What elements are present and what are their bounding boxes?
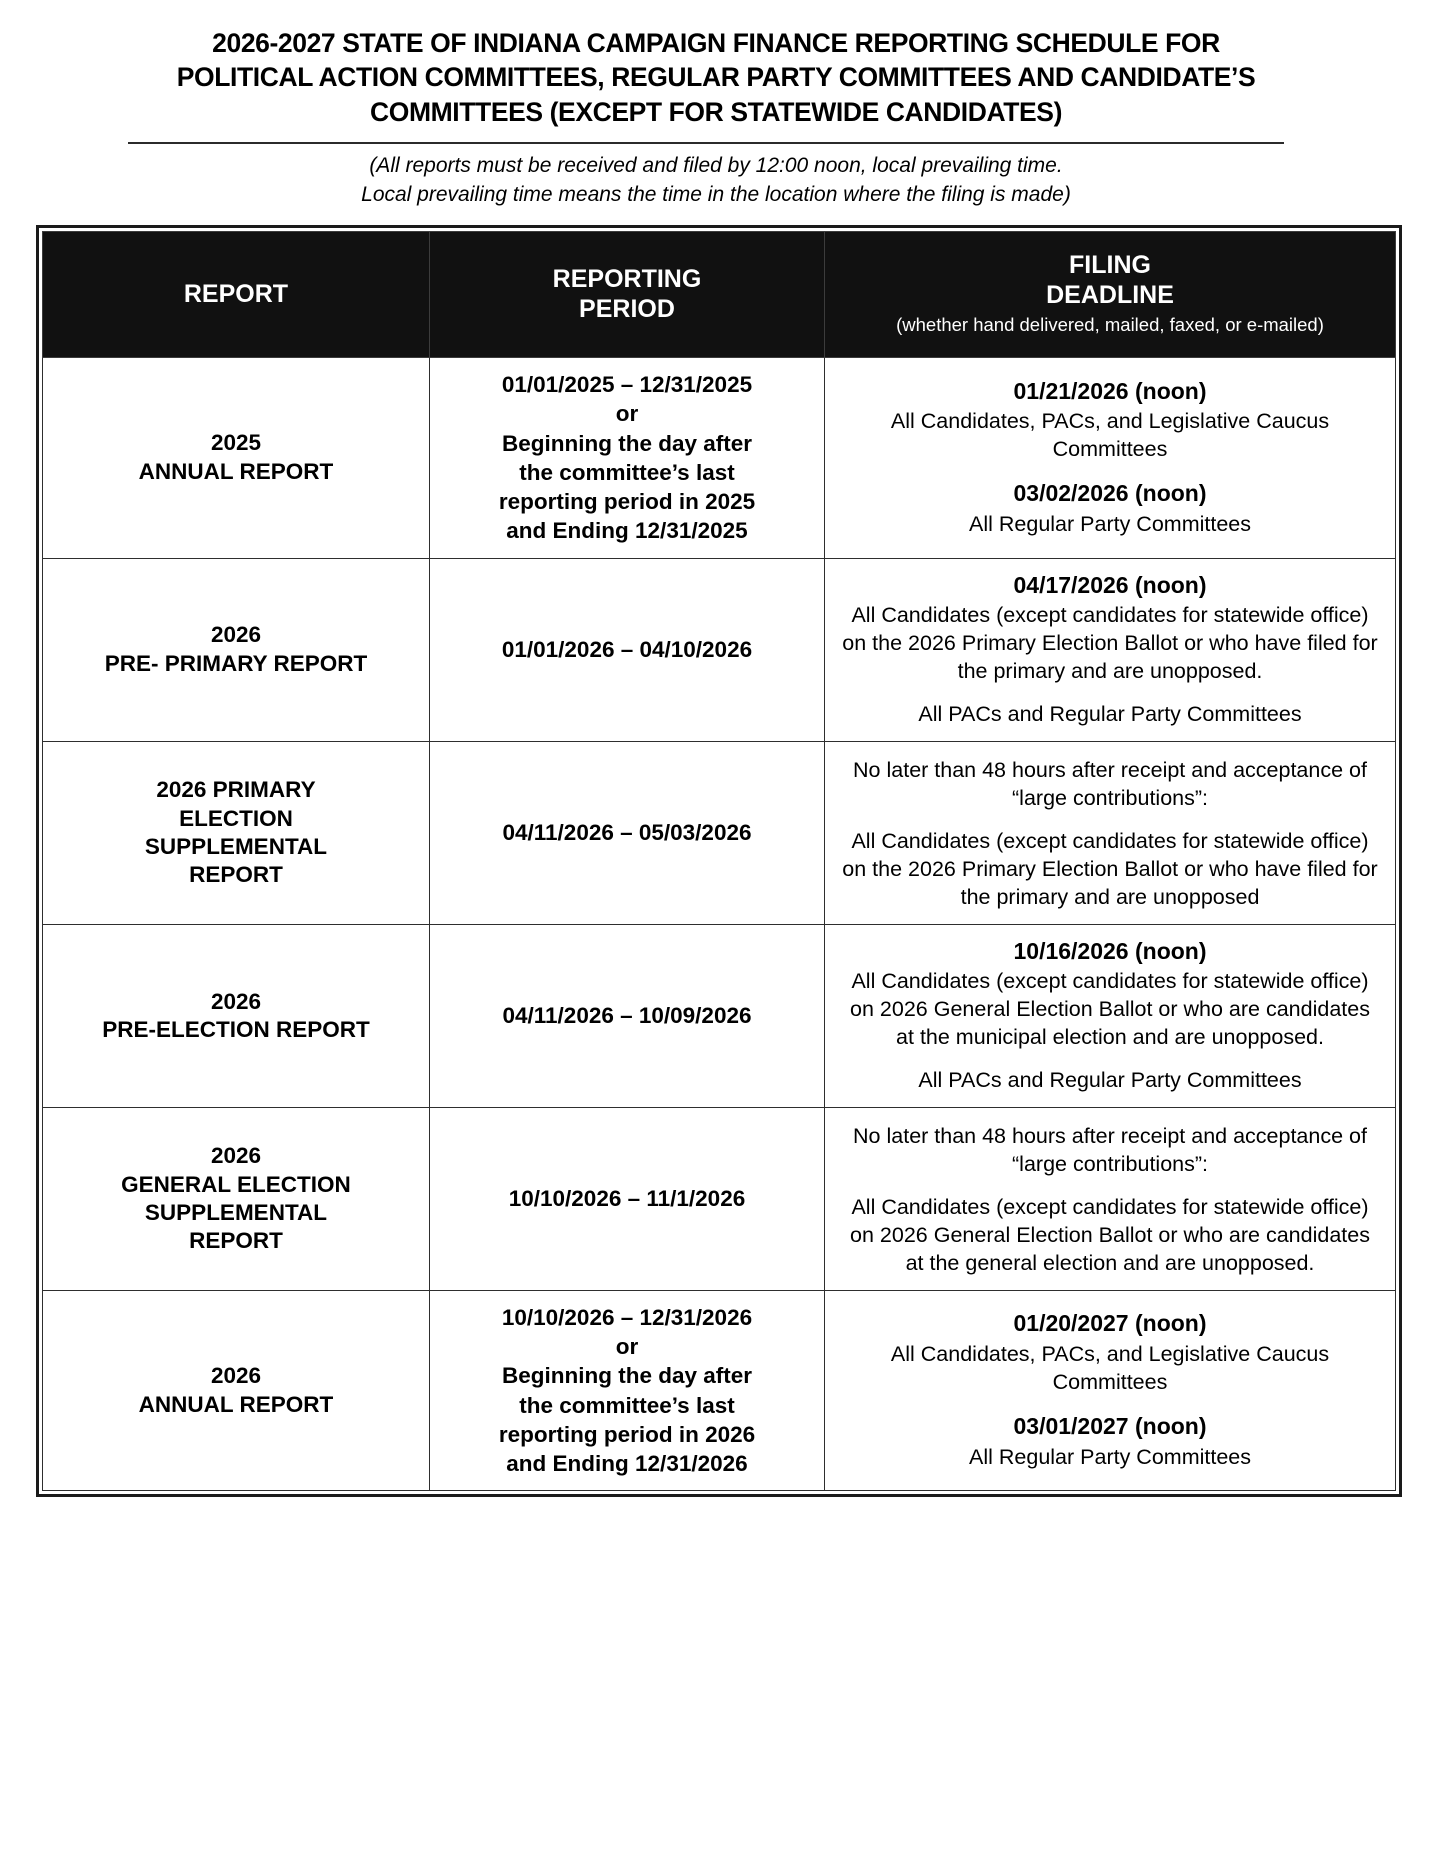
filing-deadline-cell: [825, 358, 1396, 559]
column-header-deadline-line2: DEADLINE: [1046, 281, 1174, 310]
reporting-period-line: or: [615, 1334, 639, 1360]
reporting-period-cell: [429, 1290, 824, 1491]
reporting-period-line: 04/11/2026 – 05/03/2026: [502, 820, 752, 846]
filing-deadline-date: 10/16/2026 (noon): [1013, 937, 1207, 964]
filing-deadline-cell: [825, 558, 1396, 742]
column-header-report-label: REPORT: [183, 279, 289, 308]
title-line-1: 2026-2027 STATE OF INDIANA CAMPAIGN FINANCE REPORTING SCHEDULE FOR: [212, 28, 1220, 58]
report-name-cell: [43, 358, 430, 559]
report-name-cell: [43, 1290, 430, 1491]
report-name-line: 2026: [210, 1363, 261, 1389]
column-header-deadline-line1: FILING: [1069, 251, 1151, 280]
table-header: [43, 232, 1396, 358]
reporting-period-cell: [429, 742, 824, 925]
report-name-line: ANNUAL REPORT: [138, 1391, 334, 1417]
schedule-table-container: [36, 225, 1402, 1497]
title-line-2: POLITICAL ACTION COMMITTEES, REGULAR PARTY COMMITTEES AND CANDIDATE’S: [176, 62, 1256, 93]
table-row: [43, 924, 1396, 1108]
filing-deadline-group: [841, 757, 1379, 813]
subtitle-line-1: (All reports must be received and filed by 12:00 noon, local prevailing time.: [369, 154, 1063, 178]
filing-deadline-date: 03/01/2027 (noon): [1013, 1413, 1207, 1440]
filing-deadline-group: [841, 1194, 1379, 1278]
column-header-report: [43, 232, 430, 358]
filing-deadline-description: All Regular Party Committees: [969, 1444, 1251, 1469]
report-name-line: REPORT: [189, 1228, 283, 1254]
report-name-line: SUPPLEMENTAL: [144, 833, 328, 859]
column-header-filing-deadline: [825, 232, 1396, 358]
filing-deadline-description: All Regular Party Committees: [969, 511, 1251, 536]
table-row: [43, 1290, 1396, 1491]
reporting-period-line: and Ending 12/31/2026: [506, 1451, 748, 1477]
reporting-period-line: and Ending 12/31/2025: [506, 518, 748, 544]
reporting-period-cell: [429, 924, 824, 1108]
report-name-line: REPORT: [189, 862, 283, 888]
filing-deadline-cell: [825, 1108, 1396, 1291]
subtitle-note: [120, 152, 1312, 209]
report-name-line: ELECTION: [179, 805, 293, 831]
filing-deadline-date: 01/20/2027 (noon): [1013, 1310, 1207, 1337]
filing-deadline-group: [841, 377, 1379, 465]
reporting-period-line: 01/01/2025 – 12/31/2025: [501, 372, 753, 397]
filing-deadline-date: 04/17/2026 (noon): [1013, 571, 1207, 598]
column-header-reporting-period: [429, 232, 824, 358]
reporting-period-line: reporting period in 2025: [498, 489, 756, 514]
reporting-period-line: Beginning the day after: [501, 430, 752, 456]
reporting-period-line: or: [615, 401, 639, 427]
report-name-line: 2026 PRIMARY: [156, 777, 316, 803]
filing-deadline-description: All Candidates (except candidates for statewide office) on the 2026 Primary Election Ballot or who have filed for the primary and are unopposed.: [842, 603, 1378, 684]
reporting-period-cell: [429, 358, 824, 559]
report-name-line: 2026: [210, 1143, 261, 1169]
reporting-period-line: the committee’s last: [519, 1392, 735, 1418]
report-name-cell: [43, 924, 430, 1108]
table-row: [43, 1108, 1396, 1291]
table-row: [43, 358, 1396, 559]
reporting-period-line: Beginning the day after: [501, 1363, 752, 1389]
filing-deadline-group: [841, 479, 1379, 539]
filing-deadline-group: [841, 1123, 1379, 1179]
filing-deadline-group: [841, 1067, 1379, 1095]
page-title: [120, 26, 1312, 129]
subtitle-line-2: Local prevailing time means the time in the location where the filing is made): [361, 182, 1071, 206]
report-name-line: PRE-ELECTION REPORT: [102, 1016, 370, 1042]
filing-deadline-description: All Candidates (except candidates for statewide office) on 2026 General Election Ballot or who are candidates at the municipal election and are unopposed.: [850, 969, 1370, 1050]
filing-deadline-group: [841, 571, 1379, 687]
report-name-line: SUPPLEMENTAL: [144, 1200, 328, 1226]
filing-deadline-cell: [825, 1290, 1396, 1491]
subtitle-block: [0, 144, 1432, 209]
reporting-period-line: 04/11/2026 – 10/09/2026: [502, 1003, 752, 1029]
reporting-period-line: 01/01/2026 – 04/10/2026: [501, 637, 753, 663]
filing-deadline-group: [841, 1412, 1379, 1472]
column-header-deadline-note: (whether hand delivered, mailed, faxed, or e-mailed): [896, 314, 1324, 336]
reporting-period-line: the committee’s last: [519, 459, 735, 485]
report-name-line: PRE- PRIMARY REPORT: [104, 650, 368, 676]
reporting-period-cell: [429, 558, 824, 742]
filing-deadline-group: [841, 828, 1379, 912]
filing-deadline-description: All Candidates, PACs, and Legislative Caucus Committees: [890, 1342, 1330, 1395]
table-body: [43, 358, 1396, 1491]
filing-deadline-date: 01/21/2026 (noon): [1013, 377, 1207, 404]
filing-deadline-description: No later than 48 hours after receipt and acceptance of “large contributions”:: [853, 758, 1367, 810]
filing-deadline-cell: [825, 924, 1396, 1108]
filing-deadline-description: All Candidates, PACs, and Legislative Caucus Committees: [890, 409, 1330, 462]
report-name-line: GENERAL ELECTION: [121, 1171, 351, 1197]
title-block: [0, 0, 1432, 144]
filing-deadline-description: All PACs and Regular Party Committees: [918, 702, 1302, 727]
reporting-period-line: 10/10/2026 – 11/1/2026: [508, 1186, 746, 1212]
report-name-line: 2026: [210, 622, 261, 648]
table-row: [43, 742, 1396, 925]
reporting-period-cell: [429, 1108, 824, 1291]
filing-deadline-description: No later than 48 hours after receipt and acceptance of “large contributions”:: [853, 1124, 1367, 1177]
table-row: [43, 558, 1396, 742]
reporting-schedule-table: [42, 231, 1396, 1491]
filing-deadline-description: All Candidates (except candidates for statewide office) on 2026 General Election Ballot or who are candidates at the general election and are unopposed.: [850, 1195, 1370, 1275]
report-name-cell: [43, 742, 430, 925]
report-name-line: ANNUAL REPORT: [138, 458, 334, 484]
filing-deadline-cell: [825, 742, 1396, 925]
report-name-line: 2026: [210, 988, 261, 1014]
filing-deadline-description: All Candidates (except candidates for statewide office) on the 2026 Primary Election Ballot or who have filed for the primary and are unopposed: [842, 828, 1378, 909]
header-row: [43, 232, 1396, 358]
report-name-cell: [43, 1108, 430, 1291]
filing-deadline-date: 03/02/2026 (noon): [1013, 480, 1207, 507]
reporting-period-line: 10/10/2026 – 12/31/2026: [501, 1304, 753, 1330]
report-name-line: 2025: [210, 430, 261, 456]
filing-deadline-description: All PACs and Regular Party Committees: [918, 1068, 1302, 1093]
report-name-cell: [43, 558, 430, 742]
filing-deadline-group: [841, 1309, 1379, 1397]
column-header-period-line1: REPORTING: [552, 264, 702, 293]
filing-deadline-group: [841, 937, 1379, 1053]
column-header-period-line2: PERIOD: [579, 294, 675, 323]
filing-deadline-group: [841, 701, 1379, 729]
title-line-3: COMMITTEES (EXCEPT FOR STATEWIDE CANDIDATES): [370, 96, 1062, 127]
reporting-period-line: reporting period in 2026: [498, 1421, 756, 1447]
